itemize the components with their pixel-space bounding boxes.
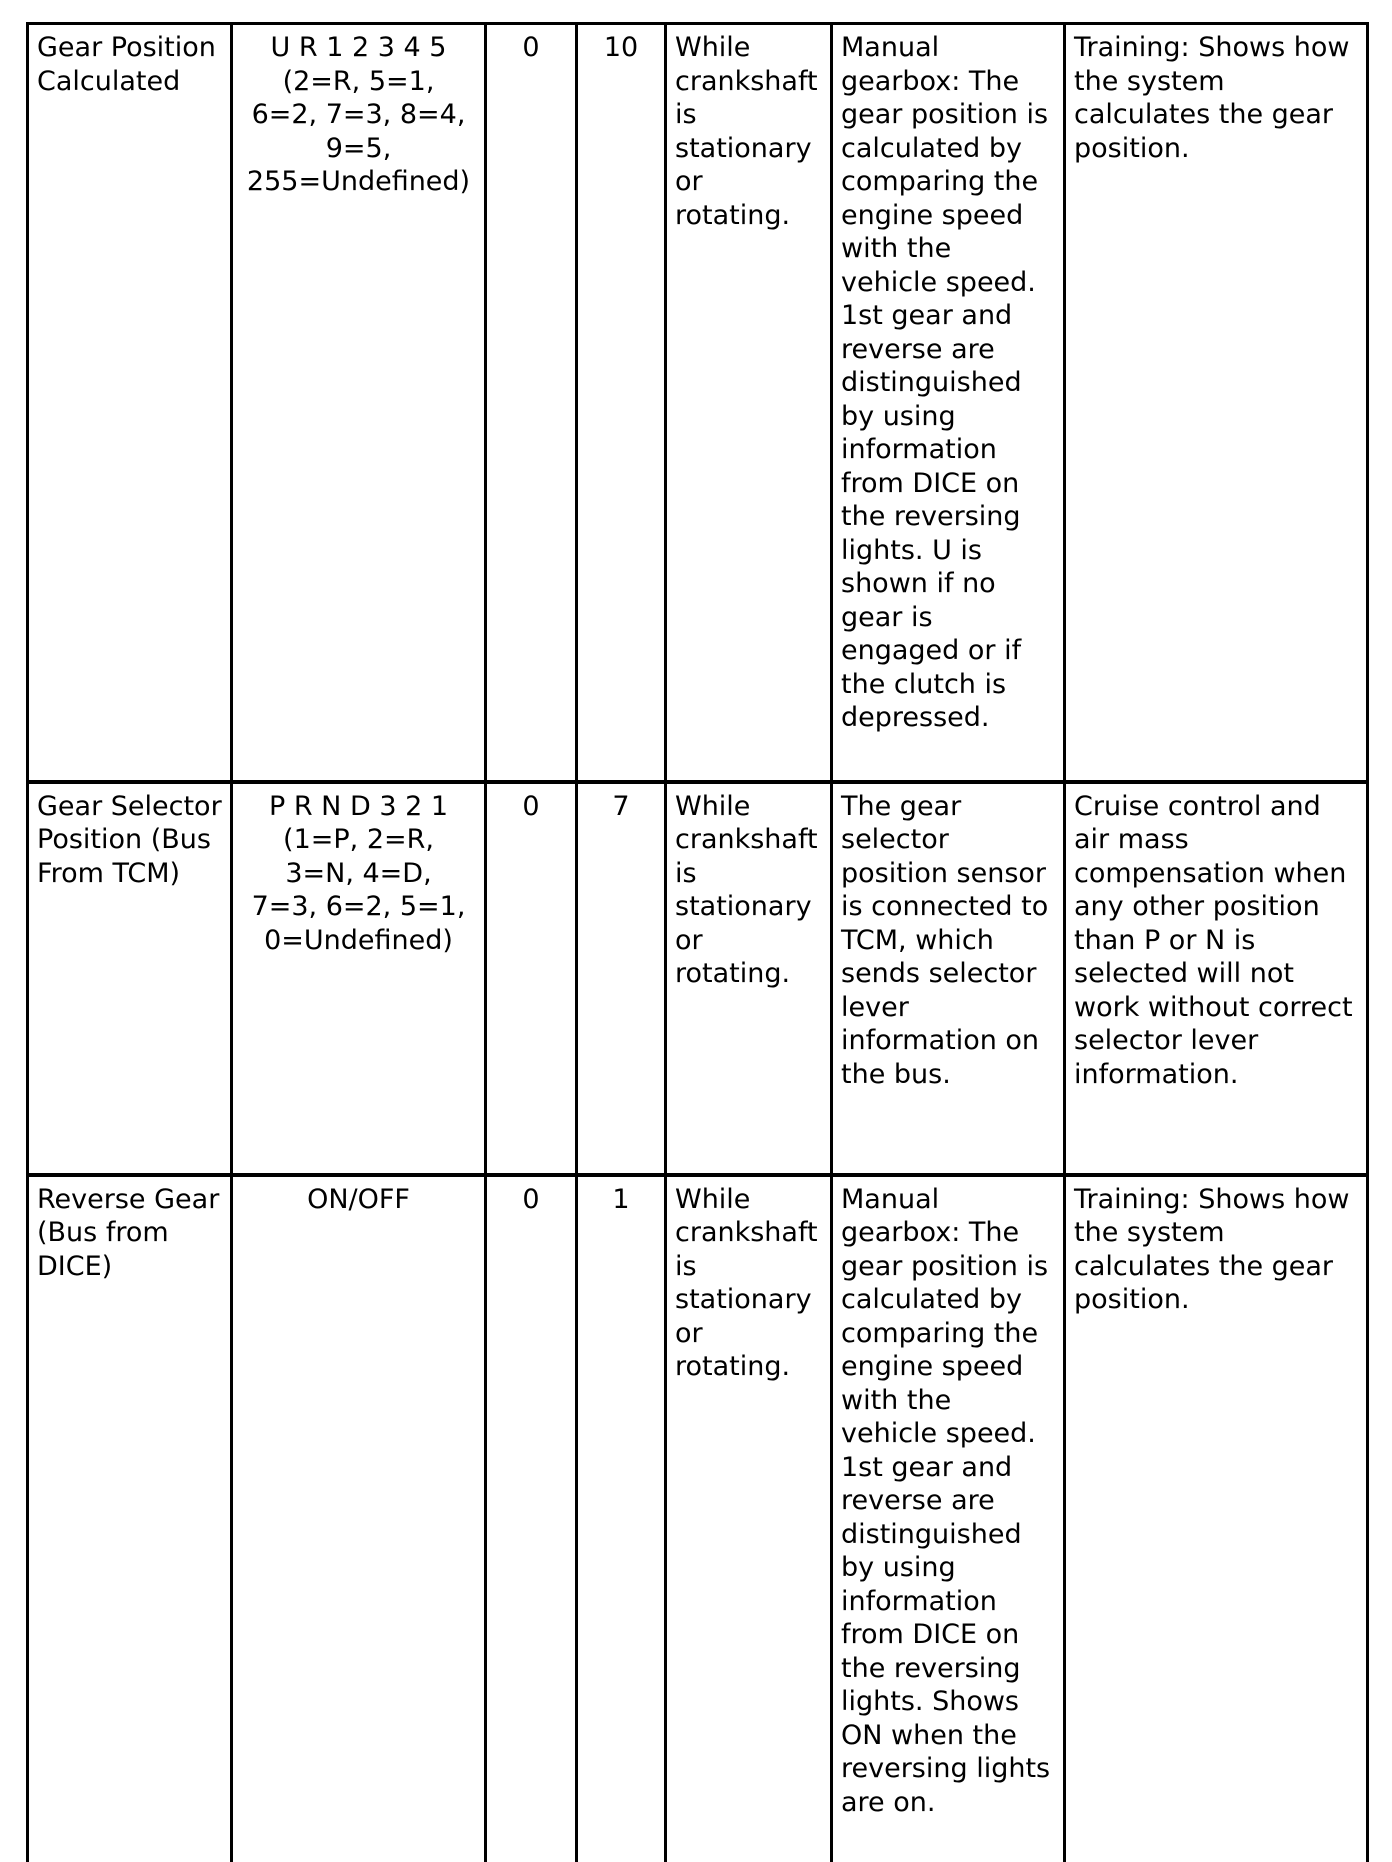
note-cell: Training: Shows how the system calculates the gear position. — [1065, 1175, 1368, 1862]
max-value-cell: 7 — [577, 782, 666, 1175]
table-row — [28, 24, 1368, 782]
description-cell: Manual gearbox: The gear position is calculated by comparing the engine speed with the vehicle speed. 1st gear and reverse are distinguished by using information from DICE on the reversing lights. U is shown if no gear is engaged or if the clutch is depressed. — [832, 24, 1065, 782]
table-row — [28, 782, 1368, 1175]
values-cell: U R 1 2 3 4 5 (2=R, 5=1, 6=2, 7=3, 8=4, 9=5, 255=Undefined) — [232, 24, 486, 782]
values-cell: ON/OFF — [232, 1175, 486, 1862]
min-value-cell: 0 — [486, 24, 577, 782]
values-cell: P R N D 3 2 1 (1=P, 2=R, 3=N, 4=D, 7=3, 6=2, 5=1, 0=Undefined) — [232, 782, 486, 1175]
parameter-name-cell: Gear Position Calculated — [28, 24, 232, 782]
description-cell: The gear selector position sensor is connected to TCM, which sends selector lever information on the bus. — [832, 782, 1065, 1175]
note-cell: Cruise control and air mass compensation when any other position than P or N is selected will not work without correct selector lever information. — [1065, 782, 1368, 1175]
parameter-name-cell: Reverse Gear (Bus from DICE) — [28, 1175, 232, 1862]
condition-cell: While crankshaft is stationary or rotating. — [666, 1175, 832, 1862]
max-value-cell: 10 — [577, 24, 666, 782]
min-value-cell: 0 — [486, 1175, 577, 1862]
condition-cell: While crankshaft is stationary or rotating. — [666, 24, 832, 782]
note-cell: Training: Shows how the system calculates the gear position. — [1065, 24, 1368, 782]
parameter-table — [26, 22, 1369, 1862]
description-cell: Manual gearbox: The gear position is calculated by comparing the engine speed with the vehicle speed. 1st gear and reverse are distinguished by using information from DICE on the reversing lights. Shows ON when the reversing lights are on. — [832, 1175, 1065, 1862]
table-row — [28, 1175, 1368, 1862]
condition-cell: While crankshaft is stationary or rotating. — [666, 782, 832, 1175]
min-value-cell: 0 — [486, 782, 577, 1175]
max-value-cell: 1 — [577, 1175, 666, 1862]
parameter-name-cell: Gear Selector Position (Bus From TCM) — [28, 782, 232, 1175]
